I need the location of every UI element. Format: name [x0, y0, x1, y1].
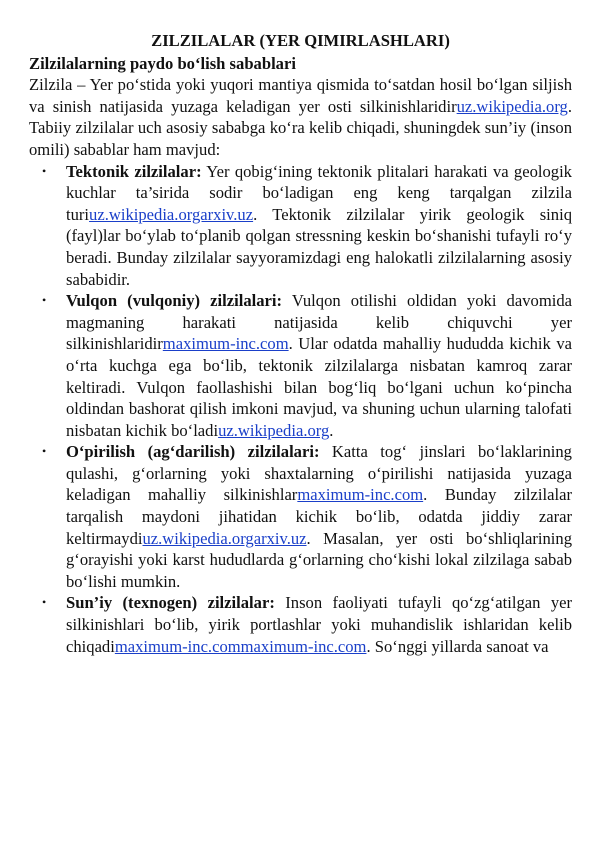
item-term: Vulqon (vulqoniy) zilzilalari:: [66, 291, 283, 311]
list-item-artificial: [29, 592, 572, 657]
item-source-link[interactable]: uz.wikipedia.orgarxiv.uz: [89, 204, 254, 224]
intro-paragraph: [29, 74, 572, 160]
item-source-link[interactable]: maximum-inc.com: [162, 334, 289, 354]
intro-source-link[interactable]: uz.wikipedia.org: [456, 96, 568, 116]
bullet-icon: •: [42, 595, 47, 610]
item-term: Sun’iy (texnogen) zilzilalar:: [66, 593, 275, 613]
intro-text: Zilzila – Yer po‘stida yoki yuqori mantiya qismida to‘satdan hosil bo‘lgan siljish va sinish natijasida yuzaga keladigan yer osti silkinishlaridir: [29, 75, 572, 116]
item-text: Vulqon otilishi oldidan yoki davomida magmaning harakati natijasida kelib chiquvchi yer silkinishlaridir: [66, 291, 572, 354]
item-source-link-2[interactable]: uz.wikipedia.org: [218, 420, 330, 440]
item-term: Tektonik zilzilalar:: [66, 161, 202, 181]
item-text-continued: . Tektonik zilzilalar yirik geologik siniq (fayl)lar bo‘ylab to‘planib qolgan stressning keskin bo‘shanishi tufayli ro‘y beradi. Bunday zilzilalar sayyoramizdagi eng halokatli zilzilalarning asosiy sababidir.: [66, 204, 572, 289]
list-item-collapse: [29, 441, 572, 592]
item-text-continued: . So‘nggi yillarda sanoat va: [366, 636, 549, 656]
section-heading: Zilzilalarning paydo bo‘lish sabablari: [29, 53, 296, 73]
item-text: Yer qobig‘ining tektonik plitalari harakati va geologik kuchlar ta’sirida sodir bo‘ladigan eng keng tarqalgan zilzila turi: [66, 161, 572, 224]
list-item-volcanic: [29, 290, 572, 441]
item-text-end: .: [329, 420, 334, 440]
item-source-link-2[interactable]: uz.wikipedia.orgarxiv.uz: [142, 528, 307, 548]
item-text: Inson faoliyati tufayli qo‘zg‘atilgan yer silkinishlari bo‘lib, yirik portlashlar yoki muhandislik ishlaridan kelib chiqadi: [66, 593, 573, 656]
item-text-end: . Masalan, yer osti bo‘shliqlarining g‘orayishi yoki karst hududlarda g‘orlarning cho‘kishi lokal zilzilaga sabab bo‘lishi mumkin.: [66, 528, 572, 591]
intro-text-continued: . Tabiiy zilzilalar uch asosiy sababga ko‘ra kelib chiqadi, shuningdek sun’iy (inson omili) sabablar ham mavjud:: [29, 96, 572, 159]
bullet-icon: •: [42, 163, 47, 178]
bullet-icon: •: [42, 444, 47, 459]
causes-list: [29, 161, 572, 658]
item-source-link[interactable]: maximum-inc.commaximum-inc.com: [114, 636, 367, 656]
bullet-icon: •: [42, 293, 47, 308]
item-text-continued: . Bunday zilzilalar tarqalish maydoni jihatidan kichik bo‘lib, odatda jiddiy zarar keltirmaydi: [66, 485, 572, 548]
item-text-continued: . Ular odatda mahalliy hududda kichik va o‘rta kuchga ega bo‘lib, tektonik zilzilalarga nisbatan kamroq zarar keltiradi. Vulqon faollashishi bilan bog‘liq bo‘lgani uchun ko‘pincha oldindan bashorat qilish imkoni mavjud, va shuning uchun ularning talofati nisbatan kichik bo‘ladi: [66, 334, 572, 440]
item-source-link[interactable]: maximum-inc.com: [297, 485, 424, 505]
item-term: O‘pirilish (ag‘darilish) zilzilalari:: [66, 442, 320, 462]
item-text: Katta tog‘ jinslari bo‘laklarining qulashi, g‘orlarning yoki shaxtalarning o‘pirilishi natijasida yuzaga keladigan mahalliy silkinishlar: [66, 442, 572, 505]
document-title: ZILZILALAR (YER QIMIRLASHLARI): [151, 31, 450, 50]
list-item-tectonic: [29, 161, 572, 291]
